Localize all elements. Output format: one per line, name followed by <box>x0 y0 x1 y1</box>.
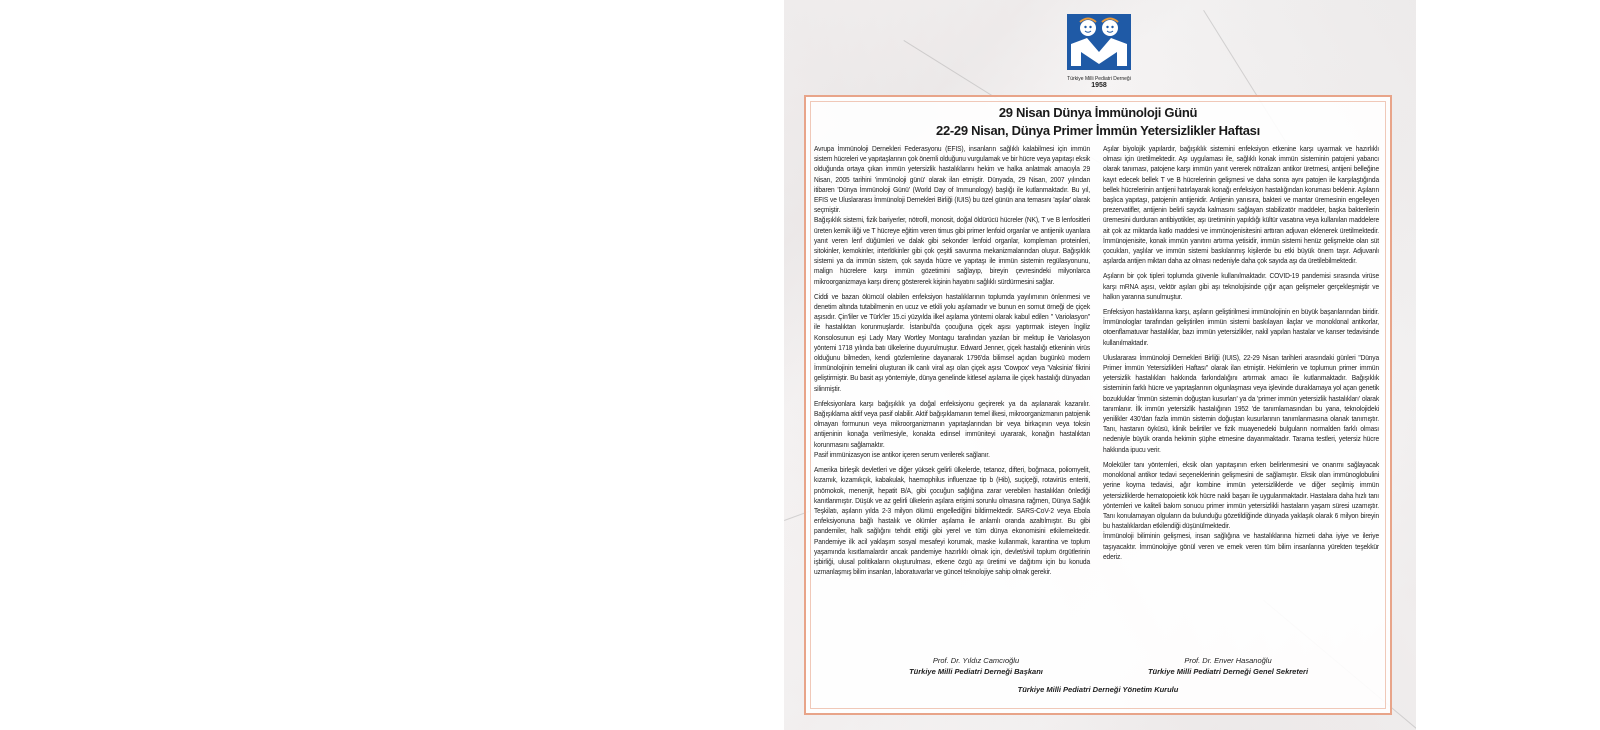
left-column <box>814 144 1090 582</box>
paragraph: Enfeksiyonlara karşı bağışıklık ya doğal enfeksiyonu geçirerek ya da aşılanarak kazanılır. Bağışıklama aktif veya pasif olabilir. Aktif bağışıklamanın temel ilkesi, mikroorganizmanın patojenik olmayan formunun veya mikroorganizmanın yapıtaşlarından bir veya birkaçının veya toksin antijeninin konağa verilmesiyle, konakta edinsel immüniteyi uyararak, konağın hastalıktan korunmasını sağlamaktır. Pasif immünizasyon ise antikor içeren serum verilerek sağlanır. <box>814 398 1090 459</box>
signer-role: Türkiye Milli Pediatri Derneği Başkanı <box>909 667 1043 676</box>
paragraph: Aşılar biyolojik yapılardır, bağışıklık sistemini enfeksiyon etkenine karşı uyarmak ve hazırlıklı olması için üretilmektedir. Aşı uygulaması ile, sağlıklı konak immün sisteminin patojeni yabancı olarak tanıması, patojene karşı immün yanıt vererek nötralizan antikor üretmesi, antijeni belleğine kayıt edecek bellek T ve B hücrelerinin gelişmesi ve daha sonra aynı patojen ile karşılaştığında bellek hücrelerinin antijeni hatırlayarak konağı enfeksiyon hastalığından koruması beklenir. Aşıların başlıca yapıtaşı, patojenin antijenidir. Antijenin yanısıra, bakteri ve mantar üremesinin engelleyen prezervatifler, antijenin belirli sayıda kalmasını sağlayan stabilizatör maddeler, başka bakterilerin üremesini durduran antibiyotikler, aşı üretiminin yapıldığı kültür vasatına veya kullanılan maddelere ait çok az miktarda katkı maddesi ve immünojenisitesini arttıran adjuvan eklenerek üretilmektedir. İmmünojenisite, konak immün yanıtını artırma yetisidir, immün sistemi henüz gelişmekte olan süt çocukları, yaşlılar ve immün sistemi baskılanmış kişilerde bu etki büyük önem taşır. Adjuvanlı aşılarda antijen miktarı daha az olması nedeniyle daha çok sayıda aşı da üretilebilmektedir. <box>1103 144 1379 266</box>
paragraph: Avrupa İmmünoloji Dernekleri Federasyonu (EFIS), insanların sağlıklı kalabilmesi için immün sistem hücreleri ve yapıtaşlarının çok önemli olduğunu vurgulamak ve bir hücre veya yapıtaşı eksik olduğunda ortaya çıkan immün yetersizlik hastalıklarını hekim ve halka anlatmak amacıyla 29 Nisan, 2005 tarihini 'immünoloji günü' olarak ilan etmiştir. Dünyada, 29 Nisan, 2007 yılından itibaren 'Dünya İmmünoloji Günü' (World Day of Immunology) başlığı ile kutlanmaktadır. Bu yıl, EFIS ve Uluslararası İmmünoloji Dernekleri Birliği (IUIS) bu özel günün ana temasını 'aşılar' olarak seçmiştir. Bağışıklık sistemi, fizik bariyerler, nötrofil, monosit, doğal öldürücü hücreler (NK), T ve B lenfositleri üreten kemik iliği ve T hücreye eğitim veren timus gibi primer lenfoid organlar ve antijenik uyarılara yanıt veren lenf düğümleri ve dalak gibi sekonder lenfoid organlar, kompleman proteinleri, sitokinler, kemokinler, interlökinler gibi çok çeşitli savunma mekanizmalarından oluşur. Bağışıklık sistemi ya da immün sistem, çok sayıda hücre ve yapıtaşı ile immün sistemin regülasyonunu, malign hücrelere karşı immün gözetimini sağlayıp, bireyin çevresindeki milyonlarca mikroorganizmaya karşı direnç göstererek kişinin hayatını sağlıklı sürdürmesini sağlar. <box>814 144 1090 286</box>
signature-right <box>1128 655 1328 677</box>
document-page <box>784 0 1416 730</box>
board-signature: Türkiye Milli Pediatri Derneği Yönetim Kurulu <box>1017 685 1179 694</box>
logo-org-name: Türkiye Milli Pediatri Derneği <box>1067 76 1131 82</box>
signer-name: Prof. Dr. Yıldız Camcıoğlu <box>932 656 1020 665</box>
paragraph: Uluslararası İmmünoloji Dernekleri Birliği (IUIS), 22-29 Nisan tarihleri arasındaki günleri "Dünya Primer İmmün Yetersizlikleri Haftası" olarak ilan etmiştir. Hekimlerin ve toplumun primer immün yetersizlik hastalıkları hakkında farkındalığını artırmak amacı ile kutlanmaktadır. Bağışıklık sisteminin farklı hücre ve yapıtaşlarının olgunlaşması veya işlevinde duraklamaya yol açan genetik bozukluklar 'İmmün sistemin doğuştan kusurları' ya da 'primer immün yetersizlik hastalıkları' olarak tanımlanır. İlk immün yetersizlik hastalığının 1952 'de tanımlamasından bu yana, teknolojideki yenilikler 430'dan fazla immün sistemin doğuştan kusurlarının tanımlanmasına olanak tanımıştır. Tanı, hastanın öyküsü, klinik belirtiler ve fizik muayenedeki bulguların normalden farklı olması nedeniyle büyük oranda hekimin şüphe etmesine dayanmaktadır. Tarama testleri, yetersiz hücre hakkında ipucu verir. <box>1103 352 1379 454</box>
announcement-panel <box>804 95 1392 715</box>
paragraph: Ciddi ve bazan ölümcül olabilen enfeksiyon hastalıklarının toplumda yayılımının önlenmesi ve denetim altında tutabilmenin en ucuz ve etkili yolu aşılamadır ve bunun en somut örneği de çiçek aşısıdır. Çin'liler ve Türk'ler 15.ci yüzyılda ilkel aşılama yöntemi olarak kabul edilen " Variolasyon" ile hastalıktan korunmuşlardır. İstanbul'da çocuğuna çiçek aşısı yaptırmak isteyen İngiliz Konsolosunun eşi Lady Mary Wortley Montagu tarafından yazılan bir mektup ile Variolasyon yöntemi 1718 yılında batı ülkelerine duyurulmuştur. Edward Jenner, çiçek hastalığı etkeninin virüs olduğunu bilmeden, kendi gözlemlerine dayanarak 1796'da bilimsel açıdan bugünkü modern İmmünolojinin temelini oluşturan ilk canlı viral aşı olan çiçek aşısı 'Cowpox' veya 'Vaksinia' fikrini geliştirmiştir. Bu basit aşı yöntemiyle, dünya genelinde kitlesel aşılama ile çiçek hastalığı dünyadan silinmiştir. <box>814 291 1090 393</box>
paragraph: Amerika birleşik devletleri ve diğer yüksek gelirli ülkelerde, tetanoz, difteri, boğmaca, poliomyelit, kızamık, kızamıkçık, kabakulak, haemophilus influenzae tip b (Hib), suçiçeği, rotavirüs enteriti, pnömokok, menenjit, hepatit B/A, gibi çocuğun sağlığına zarar verebilen hastalıkları önlediği kanıtlanmıştır. Düşük ve az gelirli ülkelerin aşılara erişimi sorunlu olmasına rağmen, Dünya Sağlık Teşkilatı, aşıların yılda 2-3 milyon ölümü engellediğini bildirmektedir. SARS-CoV-2 veya Ebola enfeksiyonuna bağlı hastalık ve ölümler aşılama ile anlamlı oranda azaltılmıştır. Bu gibi pandemiler, halk sağlığını tehdit ettiği gibi yerel ve tüm dünya ekonomisini etkilemektedir. Pandemiye ilk acil yaklaşım sosyal mesafeyi korumak, maske kullanmak, karantina ve toplum yaşamında kısıtlamalardır ancak pandemiye hazırlıklı olmak için, devlet/sivil toplum örgütlerinin işbirliği, ulusal politikaların oluşturulması, etkene özgü aşı üretimi ve dağıtımı için bu konuda uzmanlaşmış bilim insanları, laboratuvarlar ve güncel teknolojiye sahip olmak gerekir. <box>814 465 1090 577</box>
paragraph: Moleküler tanı yöntemleri, eksik olan yapıtaşının erken belirlenmesini ve onarımı sağlayacak monoklonal antikor tedavi seçeneklerinin gelişmesini de sağlamıştır. Eksik olan immünoglobulini yerine koyma tedavisi, ağır kombine immün yetersizliklerde ve diğer seçilmiş immün yetersizliklerde hematopoietik kök hücre nakli başarı ile uygulanmaktadır. Hastalara daha hızlı tanı yöntemleri ve kaliteli bakım sonucu primer immün yetersizlikli hastaların yaşam süresi uzamıştır. Tanı konulamayan olguların da bulunduğu gözetildiğinde dünyada yaklaşık olarak 6 milyon bireyin bu hastalıklardan etkilendiği düşünülmektedir. İmmünoloji biliminin gelişmesi, insan sağlığına ve hastalıklarına hizmeti daha iyiye ve ileriye taşıyacaktır. İmmünolojiye gönül veren ve emek veren tüm bilim insanlarına yürekten teşekkür ederiz. <box>1103 459 1379 561</box>
logo-year: 1958 <box>1091 82 1107 89</box>
logo-mark-icon <box>1067 14 1131 70</box>
paragraph: Aşıların bir çok tipleri toplumda güvenle kullanılmaktadır. COVID-19 pandemisi sırasında virüse karşı mRNA aşısı, vektör aşıları gibi aşı teknolojisinde çığır açan gelişmeler gerçekleşmiştir ve halkın yararına sunulmuştur. <box>1103 271 1379 301</box>
signature-left <box>876 655 1076 677</box>
signer-role: Türkiye Milli Pediatri Derneği Genel Sekreteri <box>1147 667 1309 676</box>
document-subtitle: 22-29 Nisan, Dünya Primer İmmün Yetersizlikler Haftası <box>936 123 1260 138</box>
paragraph: Enfeksiyon hastalıklarına karşı, aşıların geliştirilmesi immünolojinin en büyük başarılarından biridir. İmmünologlar tarafından geliştirilen immün sistemi baskılayan ilaçlar ve monoklonal antikorlar, otoenflamatuvar hastalıklar, bazı immün yetersizlikler, nakil yapılan hastalar ve kanser tedavisinde kullanılmaktadır. <box>1103 307 1379 347</box>
right-column <box>1103 144 1379 567</box>
document-title: 29 Nisan Dünya İmmünoloji Günü <box>998 105 1198 120</box>
signer-name: Prof. Dr. Enver Hasanoğlu <box>1184 656 1272 665</box>
organization-logo <box>1064 14 1134 90</box>
